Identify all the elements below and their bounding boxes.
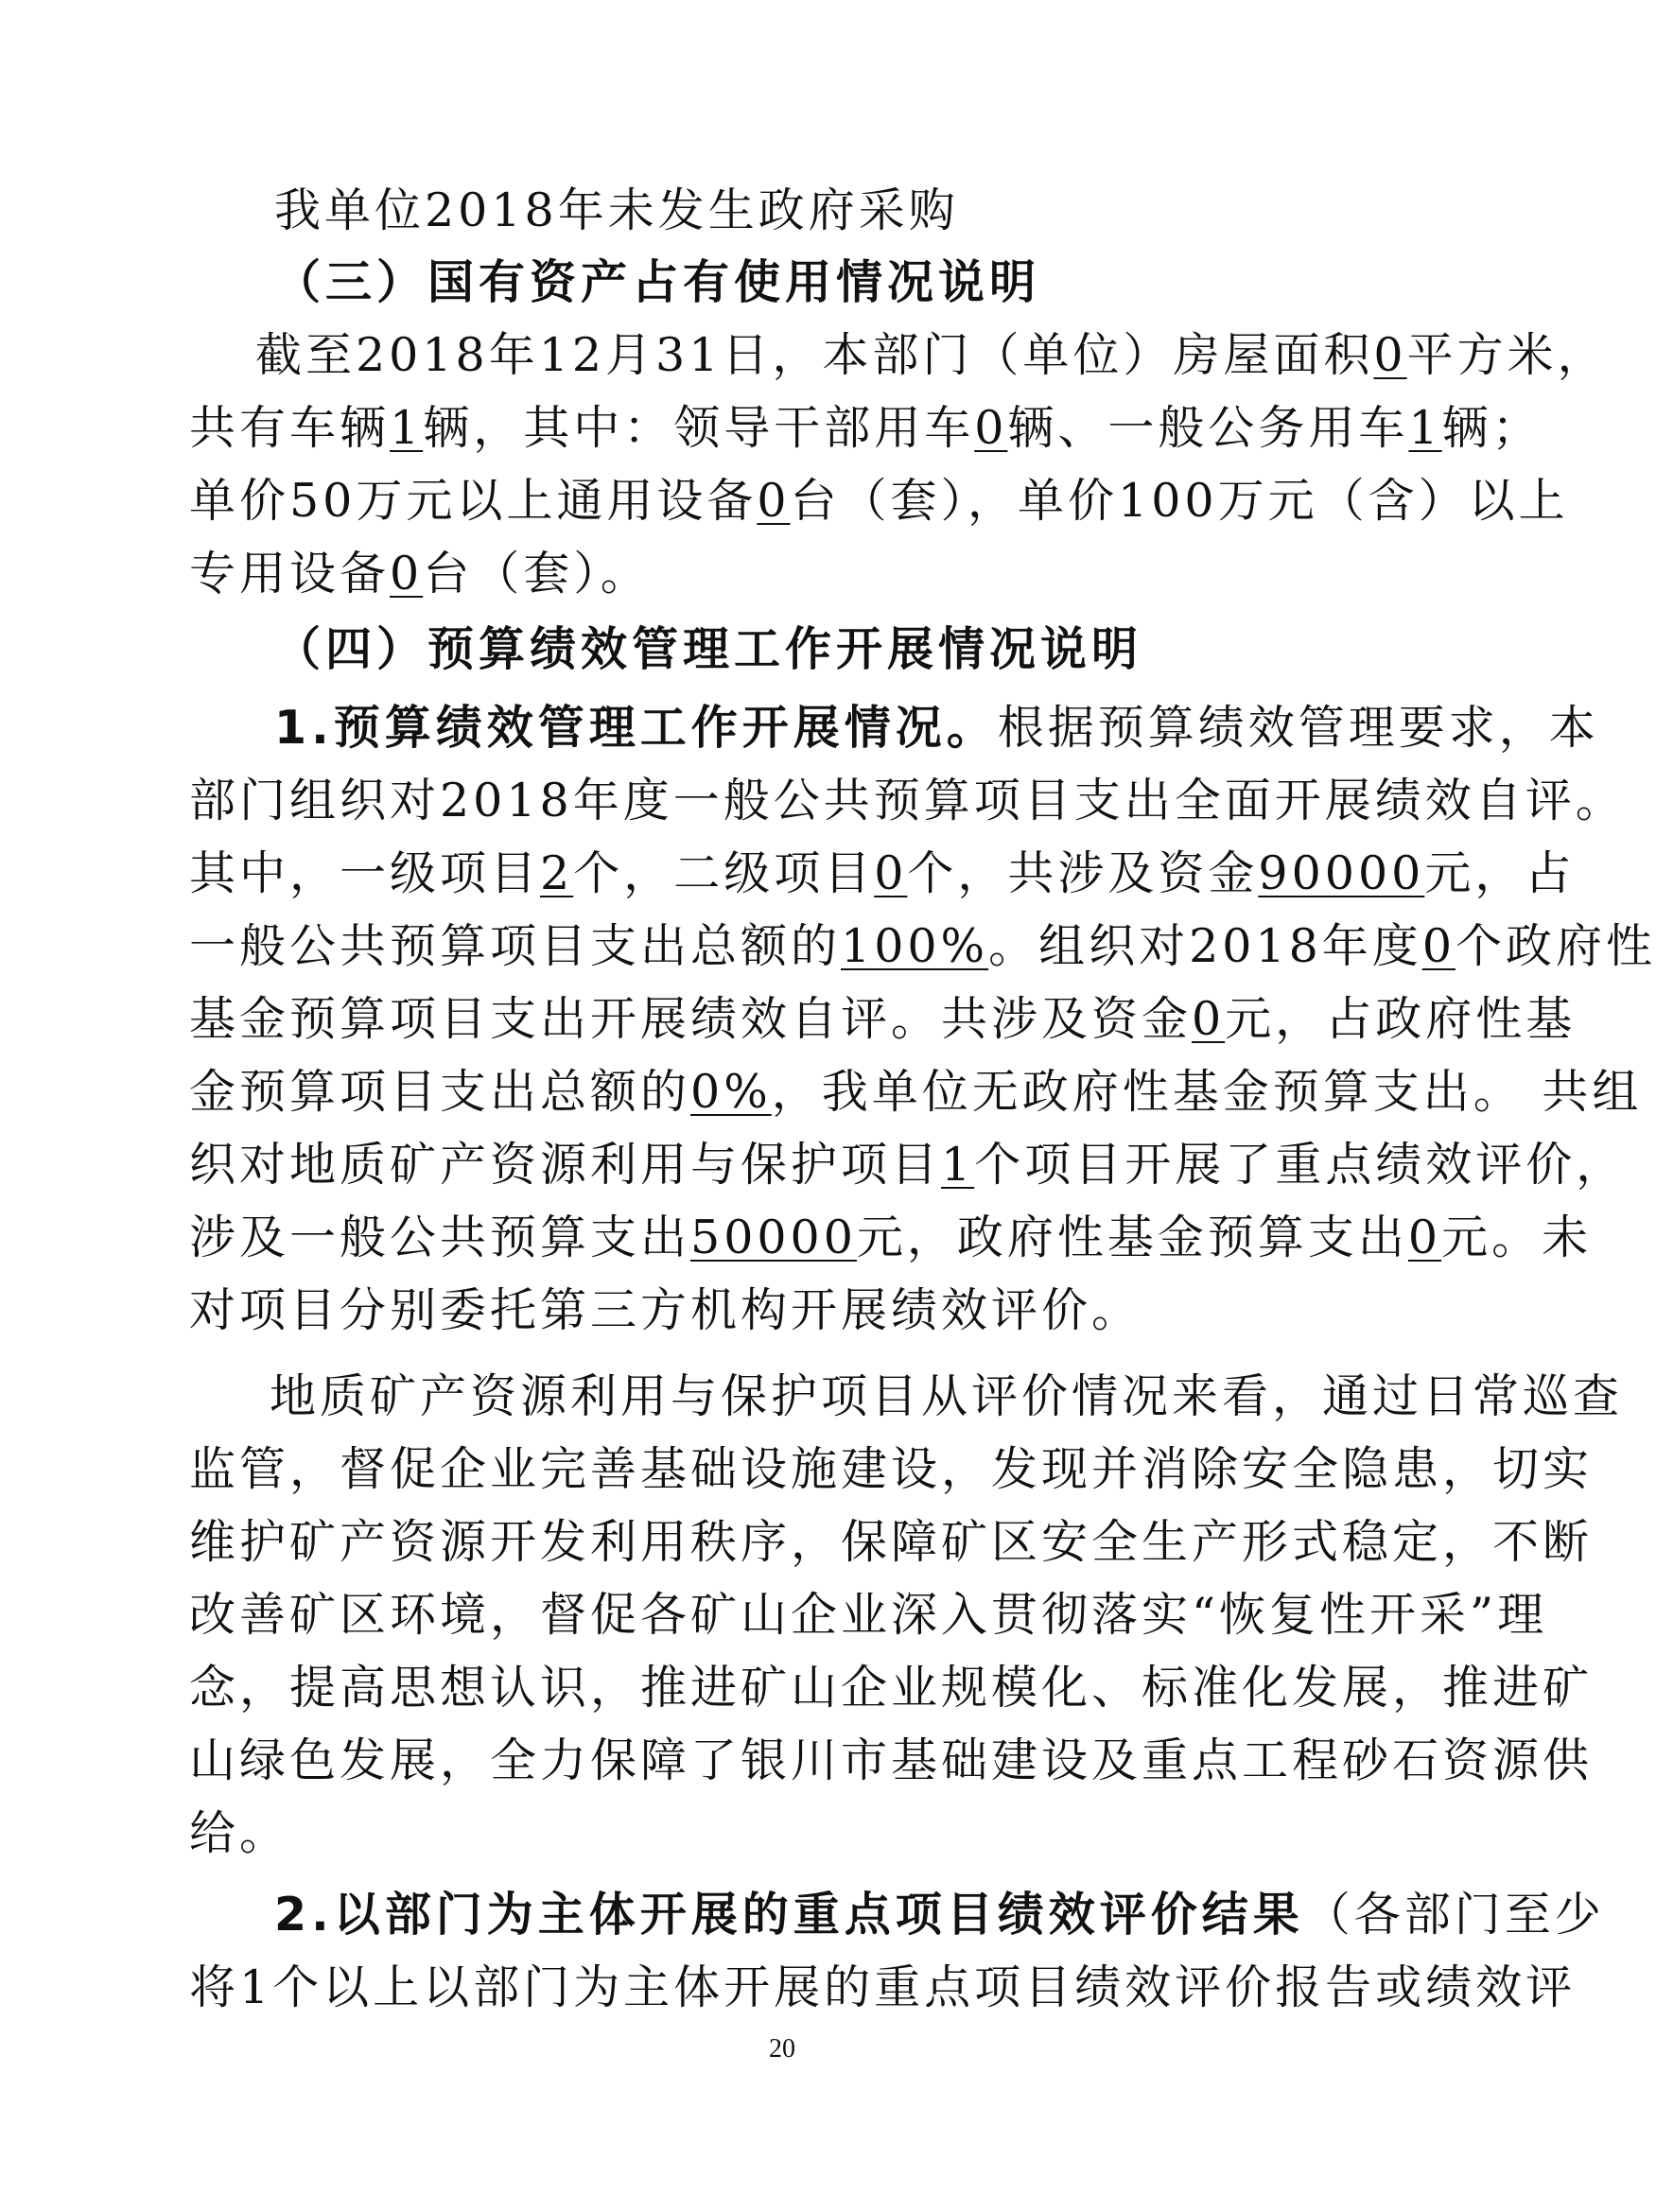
paragraph-line bbox=[189, 1953, 1577, 2023]
paragraph-line bbox=[189, 1580, 1548, 1650]
paragraph-line bbox=[270, 1362, 1624, 1432]
text-span: 个政府性 bbox=[1456, 919, 1656, 973]
text-span: 辆，其中：领导干部用车 bbox=[423, 401, 975, 455]
text-span: 山绿色发展，全力保障了银川市基础建设及重点工程砂石资源供 bbox=[189, 1733, 1594, 1787]
text-span: 台（套）。 bbox=[423, 547, 651, 601]
text-span: 个项目开展了重点绩效评价， bbox=[974, 1138, 1627, 1192]
text-span: 元。未 bbox=[1441, 1211, 1593, 1264]
text-span: 元，占政府性基 bbox=[1225, 992, 1577, 1046]
paragraph-line bbox=[189, 839, 1576, 909]
page-number: 20 bbox=[769, 2034, 795, 2064]
underlined-value: 0 bbox=[1373, 328, 1407, 382]
paragraph-line bbox=[189, 1276, 1142, 1346]
section-heading-4 bbox=[274, 615, 1142, 685]
paragraph-line bbox=[255, 321, 1608, 391]
text-span: 其中，一级项目 bbox=[189, 846, 541, 900]
text-span: 对项目分别委托第三方机构开展绩效评价。 bbox=[189, 1283, 1142, 1337]
paragraph-line bbox=[189, 984, 1577, 1054]
underlined-value: 1 bbox=[1408, 401, 1442, 455]
underlined-value: 0% bbox=[690, 1065, 772, 1119]
text-span: 地质矿产资源利用与保护项目从评价情况来看，通过日常巡查 bbox=[270, 1369, 1624, 1423]
text-span: 我单位2018年未发生政府采购 bbox=[274, 183, 959, 237]
text-span: 金预算项目支出总额的 bbox=[189, 1065, 691, 1119]
text-span: 元，政府性基金预算支出 bbox=[856, 1211, 1408, 1264]
underlined-value: 0 bbox=[1421, 919, 1456, 973]
text-span: ，我单位无政府性基金预算支出。 共组 bbox=[771, 1065, 1643, 1119]
underlined-value: 0 bbox=[1192, 992, 1226, 1046]
paragraph-line bbox=[189, 539, 651, 609]
text-span: 。组织对2018年度 bbox=[988, 919, 1422, 973]
paragraph-line bbox=[189, 393, 1543, 463]
text-span: 改善矿区环境，督促各矿山企业深入贯彻落实“恢复性开采”理 bbox=[189, 1588, 1548, 1642]
paragraph-line bbox=[189, 1435, 1594, 1505]
subheading-text: 1.预算绩效管理工作开展情况。 bbox=[274, 701, 998, 755]
text-span: 根据预算绩效管理要求，本 bbox=[997, 701, 1599, 755]
subheading-text: 2.以部门为主体开展的重点项目绩效评价结果 bbox=[274, 1888, 1304, 1942]
text-span: 专用设备 bbox=[189, 547, 391, 601]
text-span: 将1个以上以部门为主体开展的重点项目绩效评价报告或绩效评 bbox=[189, 1960, 1577, 2014]
text-span: 监管，督促企业完善基础设施建设，发现并消除安全隐患，切实 bbox=[189, 1442, 1594, 1496]
text-span: 个，共涉及资金 bbox=[907, 846, 1259, 900]
underlined-value: 0 bbox=[1407, 1211, 1442, 1264]
underlined-value: 90000 bbox=[1258, 846, 1425, 900]
paragraph-line bbox=[189, 1726, 1594, 1796]
paragraph-line bbox=[189, 1203, 1593, 1273]
underlined-value: 1 bbox=[941, 1138, 975, 1192]
text-span: 个，二级项目 bbox=[573, 846, 875, 900]
text-span: 截至2018年12月31日，本部门（单位）房屋面积 bbox=[255, 328, 1374, 382]
text-span: 基金预算项目支出开展绩效自评。共涉及资金 bbox=[189, 992, 1193, 1046]
text-span: 织对地质矿产资源利用与保护项目 bbox=[189, 1138, 942, 1192]
text-span: 辆； bbox=[1441, 401, 1543, 455]
text-span: 共有车辆 bbox=[189, 401, 391, 455]
underlined-value: 0 bbox=[757, 474, 791, 528]
text-span: 维护矿产资源开发利用秩序，保障矿区安全生产形式稳定，不断 bbox=[189, 1515, 1594, 1569]
text-span: 平方米， bbox=[1406, 328, 1608, 382]
paragraph-line bbox=[189, 1130, 1627, 1200]
paragraph-line bbox=[274, 176, 959, 246]
text-span: 辆、一般公务用车 bbox=[1007, 401, 1409, 455]
paragraph-line bbox=[189, 1057, 1643, 1127]
underlined-value: 2 bbox=[540, 846, 574, 900]
paragraph-line bbox=[189, 466, 1569, 536]
underlined-value: 50000 bbox=[690, 1211, 857, 1264]
paragraph-line bbox=[189, 1653, 1594, 1723]
underlined-value: 0 bbox=[974, 401, 1008, 455]
paragraph-line bbox=[189, 766, 1626, 836]
text-span: 涉及一般公共预算支出 bbox=[189, 1211, 691, 1264]
text-span: 一般公共预算项目支出总额的 bbox=[189, 919, 842, 973]
text-span: 台（套），单价100万元（含）以上 bbox=[790, 474, 1569, 528]
paragraph-line bbox=[274, 693, 1599, 763]
paragraph-line bbox=[189, 912, 1656, 982]
underlined-value: 0 bbox=[874, 846, 908, 900]
text-span: 元，占 bbox=[1424, 846, 1576, 900]
section-heading-3 bbox=[274, 248, 1040, 318]
text-span: 念，提高思想认识，推进矿山企业规模化、标准化发展，推进矿 bbox=[189, 1661, 1594, 1715]
paragraph-line bbox=[189, 1507, 1594, 1577]
underlined-value: 1 bbox=[390, 401, 424, 455]
text-span: 给。 bbox=[189, 1806, 290, 1860]
paragraph-line bbox=[189, 1799, 289, 1869]
heading-text: （三）国有资产占有使用情况说明 bbox=[274, 255, 1041, 309]
text-span: （各部门至少 bbox=[1303, 1888, 1605, 1942]
underlined-value: 100% bbox=[841, 919, 989, 973]
underlined-value: 0 bbox=[390, 547, 424, 601]
paragraph-line bbox=[274, 1880, 1605, 1950]
text-span: 部门组织对2018年度一般公共预算项目支出全面开展绩效自评。 bbox=[189, 774, 1626, 827]
text-span: 单价50万元以上通用设备 bbox=[189, 474, 758, 528]
heading-text: （四）预算绩效管理工作开展情况说明 bbox=[274, 622, 1143, 676]
